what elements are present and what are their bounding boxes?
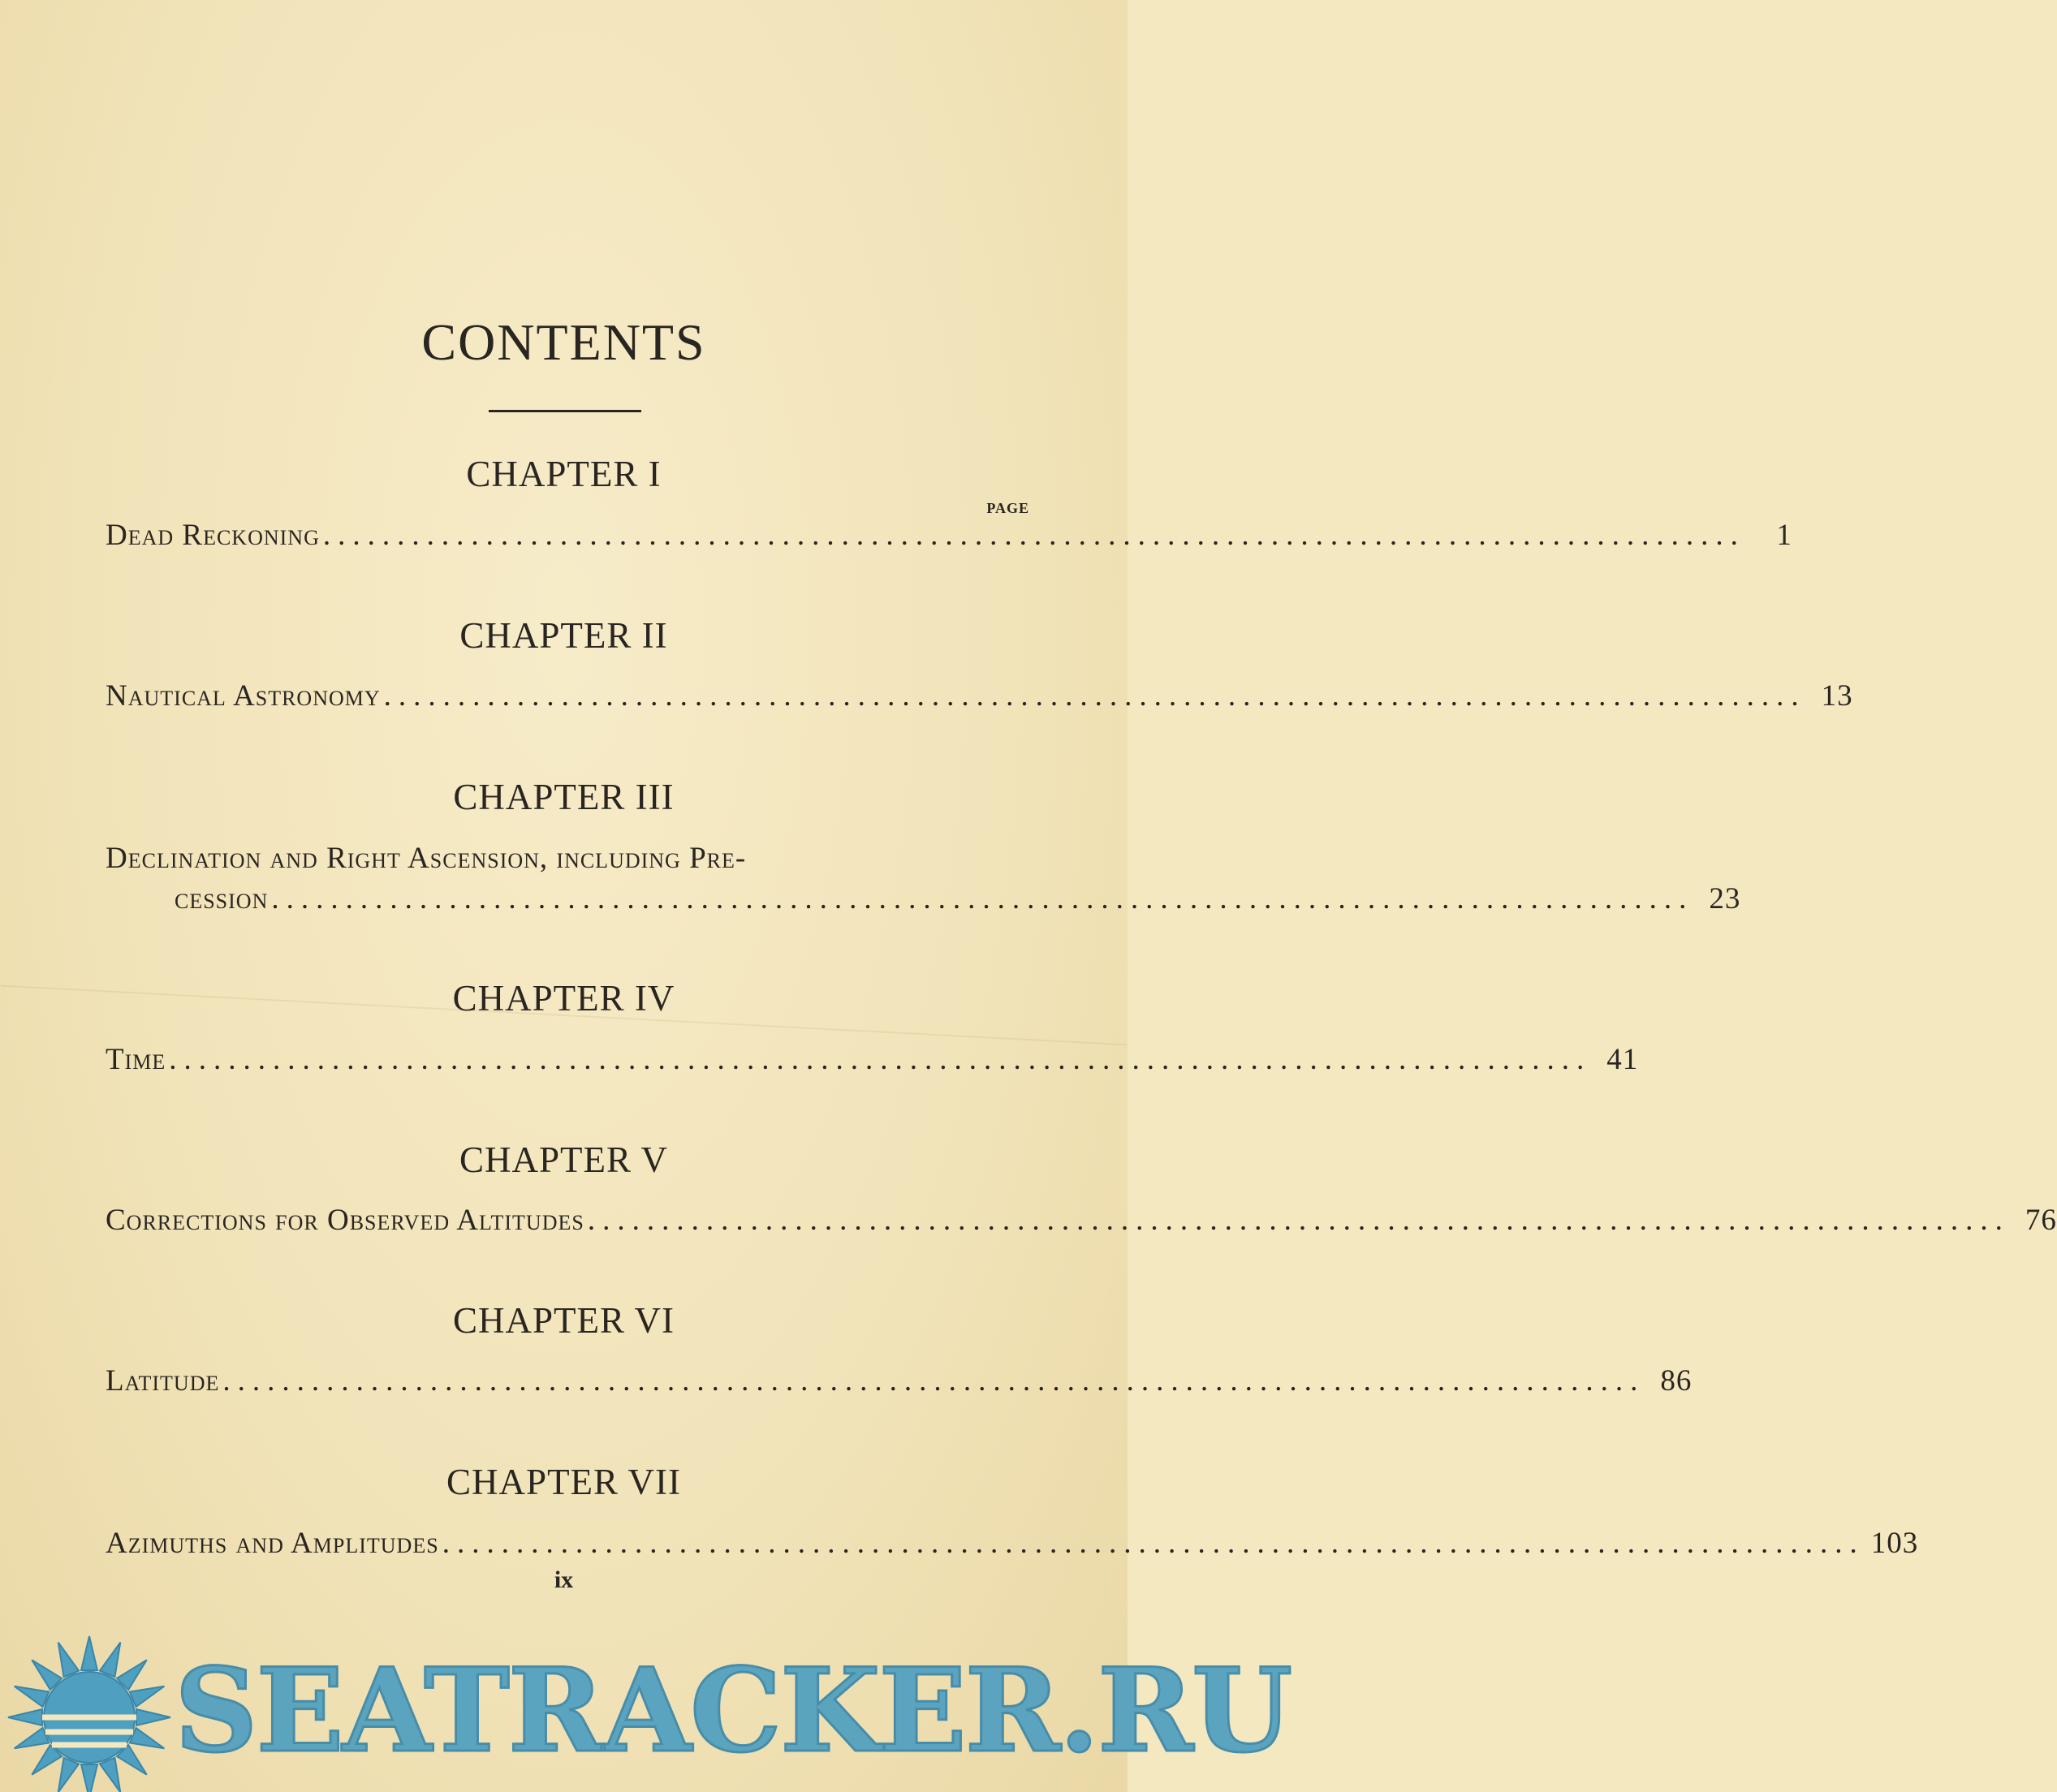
chapter-heading: CHAPTER VII — [446, 1462, 681, 1502]
toc-entry-title: Time — [106, 1043, 166, 1076]
toc-entry[interactable] — [106, 1203, 2057, 1238]
dot-leader: ................................................................................................ — [442, 1527, 1865, 1560]
page-title: CONTENTS — [421, 313, 706, 371]
toc-entry[interactable] — [106, 1363, 1693, 1398]
toc-entry-page: 41 — [1606, 1043, 1639, 1076]
chapter-heading: CHAPTER I — [466, 454, 662, 494]
title-divider — [489, 410, 641, 412]
watermark-text: SEATRACKER.RU — [175, 1643, 1292, 1778]
toc-entry-title: Nautical Astronomy — [106, 679, 381, 713]
toc-entry[interactable] — [106, 1042, 1639, 1077]
dot-leader: ................................................................................................ — [587, 1204, 2010, 1237]
toc-entry-page: 1 — [1776, 519, 1792, 552]
dot-leader: ................................................................................................ — [169, 1043, 1592, 1076]
dot-leader: ................................................................................................ — [383, 679, 1806, 713]
toc-entry-title: Azimuths and Amplitudes — [106, 1527, 439, 1560]
toc-entry-title[interactable]: Declination and Right Ascension, including Pre- — [106, 842, 747, 875]
toc-entry-title: Corrections for Observed Altitudes — [106, 1204, 584, 1237]
toc-entry[interactable] — [106, 678, 1853, 713]
chapter-heading: CHAPTER II — [459, 615, 668, 656]
toc-entry[interactable] — [106, 518, 1792, 553]
toc-entry-title-continued: cession — [175, 882, 269, 915]
page-number: ix — [554, 1566, 574, 1593]
toc-entry-page: 86 — [1660, 1364, 1693, 1398]
page-column-header: PAGE — [986, 500, 1029, 516]
sun-icon — [8, 1636, 170, 1792]
toc-entry-page: 103 — [1870, 1527, 1919, 1560]
dot-leader: ................................................................................................ — [322, 519, 1745, 552]
chapter-heading: CHAPTER V — [459, 1139, 668, 1180]
toc-entry-page: 76 — [2025, 1204, 2057, 1237]
toc-entry[interactable] — [106, 1526, 1919, 1561]
toc-entry-title: Latitude — [106, 1364, 220, 1398]
dot-leader: ................................................................................................ — [271, 882, 1694, 915]
chapter-heading: CHAPTER IV — [452, 978, 675, 1019]
dot-leader: ................................................................................................ — [222, 1364, 1645, 1398]
toc-entry[interactable] — [175, 881, 1741, 916]
toc-entry-title: Dead Reckoning — [106, 519, 320, 552]
chapter-heading: CHAPTER VI — [453, 1300, 675, 1341]
toc-entry-page: 23 — [1709, 882, 1741, 915]
chapter-heading: CHAPTER III — [453, 777, 675, 817]
toc-entry-page: 13 — [1821, 679, 1853, 713]
